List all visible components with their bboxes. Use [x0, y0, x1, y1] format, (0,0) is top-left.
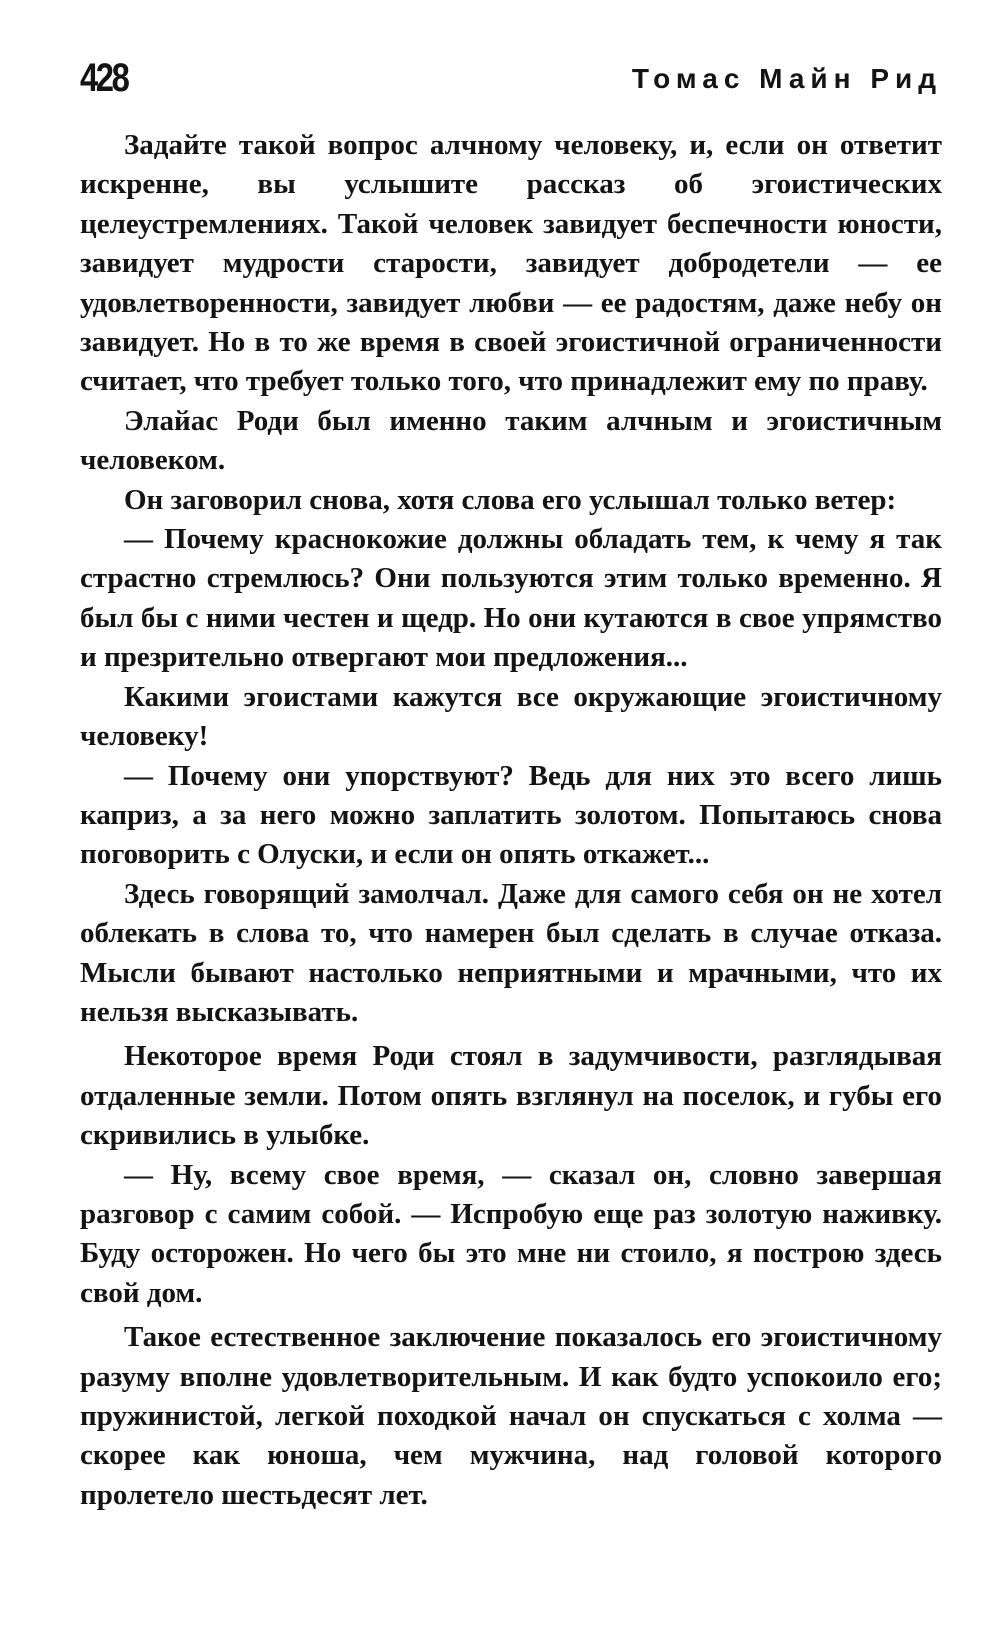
page-number: 428 — [80, 56, 128, 100]
running-head-author: Томас Майн Рид — [631, 63, 942, 94]
body-text — [80, 126, 942, 1515]
paragraph: Задайте такой вопрос алчному человеку, и, если он ответит искренне, вы услышите рассказ об эгоистических целеустремлениях. Такой человек завидует беспечности юности, завидует мудрости старости, завидует добродетели — ее удовлетворенности, завидует любви — ее радостям, даже небу он завидует. Но в то же время в своей эгоистичной ограниченности считает, что требует только того, что принадлежит ему по праву. — [80, 129, 942, 398]
paragraph: Элайас Роди был именно таким алчным и эгоистичным человеком. — [80, 404, 942, 477]
paragraph: Некоторое время Роди стоял в задумчивости, разглядывая отдаленные земли. Потом опять взглянул на поселок, и губы его скривились в улыбке. — [80, 1040, 942, 1152]
paragraph: Какими эгоистами кажутся все окружающие эгоистичному человеку! — [80, 680, 942, 753]
paragraph: — Почему краснокожие должны обладать тем, к чему я так страстно стремлюсь? Они пользуются этим только временно. Я был бы с ними честен и щедр. Но они кутаются в свое упрямство и презрительно отвергают мои предложения... — [80, 523, 942, 674]
paragraph: Такое естественное заключение показалось его эгоистичному разуму вполне удовлетворительным. И как будто успокоило его; пружинистой, легкой походкой начал он спускаться с холма — скорее как юноша, чем мужчина, над головой которого пролетело шестьдесят лет. — [80, 1321, 942, 1511]
paragraph: Он заговорил снова, хотя слова его услышал только ветер: — [124, 483, 897, 516]
paragraph: — Ну, всему свое время, — сказал он, словно завершая разговор с самим собой. — Испробую еще раз золотую наживку. Буду осторожен. Но чего бы это мне ни стоило, я построю здесь свой дом. — [80, 1158, 942, 1309]
page-header — [80, 56, 942, 106]
paragraph: — Почему они упорствуют? Ведь для них это всего лишь каприз, а за него можно заплатить золотом. Попытаюсь снова поговорить с Олуски, и если он опять откажет... — [80, 759, 942, 871]
paragraph: Здесь говорящий замолчал. Даже для самого себя он не хотел облекать в слова то, что намерен был сделать в случае отказа. Мысли бывают настолько неприятными и мрачными, что их нельзя высказывать. — [80, 877, 942, 1028]
